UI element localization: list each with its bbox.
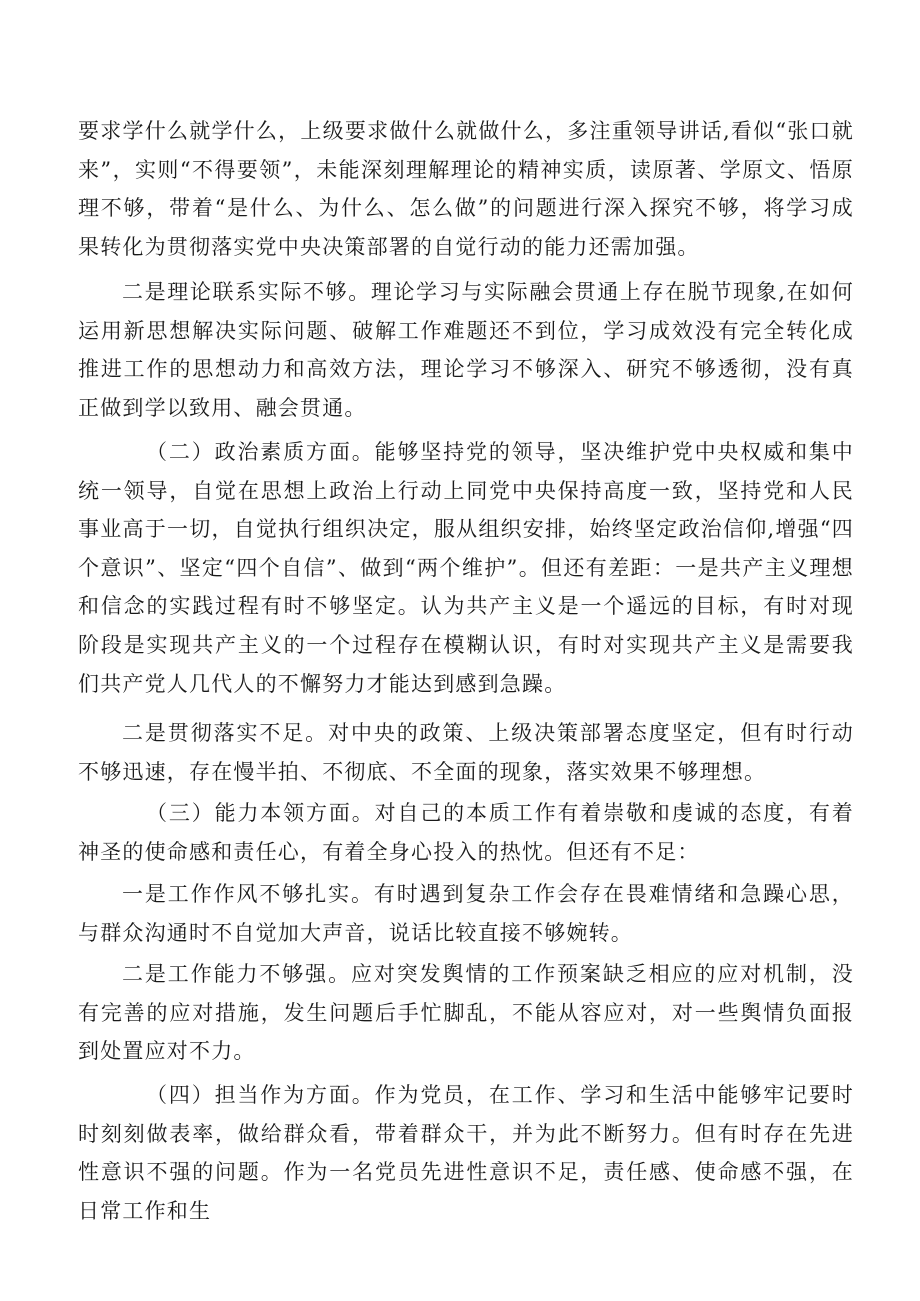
paragraph-work-capacity: 二是工作能力不够强。应对突发舆情的工作预案缺乏相应的应对机制，没有完善的应对措施，发生问题后手忙脚乱，不能从容应对，对一些舆情负面报到处置应对不力。 xyxy=(78,962,854,1064)
paragraph-responsibility: （四）担当作为方面。作为党员，在工作、学习和生活中能够牢记要时时刻刻做表率，做给群众看，带着群众干，并为此不断努力。但有时存在先进性意识不强的问题。作为一名党员先进性意识不足，责任感、使命感不强，在日常工作和生 xyxy=(78,1083,854,1223)
paragraph-work-style: 一是工作作风不够扎实。有时遇到复杂工作会存在畏难情绪和急躁心思，与群众沟通时不自觉加大声音，说话比较直接不够婉转。 xyxy=(78,882,854,945)
paragraph-theory-practice: 二是理论联系实际不够。理论学习与实际融会贯通上存在脱节现象,在如何运用新思想解决实际问题、破解工作难题还不到位，学习成效没有完全转化成推进工作的思想动力和高效方法，理论学习不够深入、研究不够透彻，没有真正做到学以致用、融会贯通。 xyxy=(78,280,854,420)
paragraph-political-quality: （二）政治素质方面。能够坚持党的领导，坚决维护党中央权威和集中统一领导，自觉在思想上政治上行动上同党中央保持高度一致，坚持党和人民事业高于一切，自觉执行组织决定，服从组织安排，始终坚定政治信仰,增强“四个意识”、坚定“四个自信”、做到“两个维护”。但还有差距：一是共产主义理想和信念的实践过程有时不够坚定。认为共产主义是一个遥远的目标，有时对现阶段是实现共产主义的一个过程存在模糊认识，有时对实现共产主义是需要我们共产党人几代人的不懈努力才能达到感到急躁。 xyxy=(78,440,854,696)
paragraph-implementation: 二是贯彻落实不足。对中央的政策、上级决策部署态度坚定，但有时行动不够迅速，存在慢半拍、不彻底、不全面的现象，落实效果不够理想。 xyxy=(78,721,854,784)
paragraph-ability: （三）能力本领方面。对自己的本质工作有着崇敬和虔诚的态度，有着神圣的使命感和责任心，有着全身心投入的热忱。但还有不足： xyxy=(78,801,854,864)
paragraph-study-continuation: 要求学什么就学什么，上级要求做什么就做什么，多注重领导讲话,看似“张口就来”，实则“不得要领”，未能深刻理解理论的精神实质，读原著、学原文、悟原理不够，带着“是什么、为什么、怎么做”的问题进行深入探究不够，将学习成果转化为贯彻落实党中央决策部署的自觉行动的能力还需加强。 xyxy=(78,119,854,259)
